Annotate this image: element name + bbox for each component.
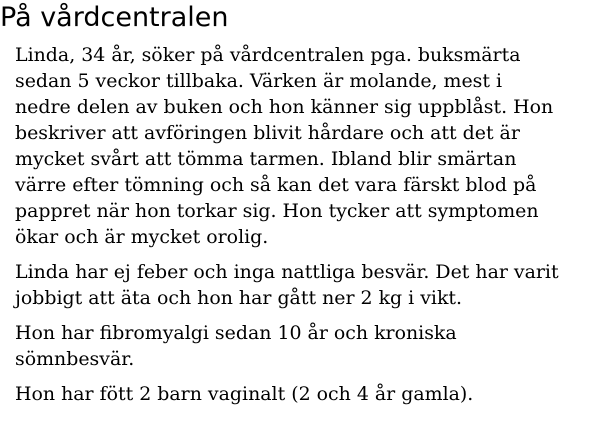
text-line: värre efter tömning och så kan det vara färskt blod på xyxy=(15,174,537,196)
text-line: pappret när hon torkar sig. Hon tycker att symptomen xyxy=(15,200,539,222)
paragraph-symptoms xyxy=(15,42,613,250)
text-line: Linda har ej feber och inga nattliga besvär. Det har varit xyxy=(15,261,559,283)
slide-title: På vårdcentralen xyxy=(0,2,229,33)
text-line: mycket svårt att tömma tarmen. Ibland blir smärtan xyxy=(15,148,517,170)
paragraph-history xyxy=(15,320,613,372)
paragraph-general xyxy=(15,259,613,311)
text-line: sömnbesvär. xyxy=(15,348,135,370)
text-line: jobbigt att äta och hon har gått ner 2 kg i vikt. xyxy=(15,287,463,309)
paragraph-obstetric xyxy=(15,381,613,407)
text-line: ökar och är mycket orolig. xyxy=(15,226,269,248)
text-line: sedan 5 veckor tillbaka. Värken är molande, mest i xyxy=(15,70,503,92)
text-line: nedre delen av buken och hon känner sig uppblåst. Hon xyxy=(15,96,554,118)
text-line: beskriver att avföringen blivit hårdare och att det är xyxy=(15,122,520,144)
text-line: Hon har fibromyalgi sedan 10 år och kroniska xyxy=(15,322,457,344)
text-line: Hon har fött 2 barn vaginalt (2 och 4 år gamla). xyxy=(15,383,474,405)
text-line: Linda, 34 år, söker på vårdcentralen pga. buksmärta xyxy=(15,44,521,66)
slide-body xyxy=(15,42,613,416)
